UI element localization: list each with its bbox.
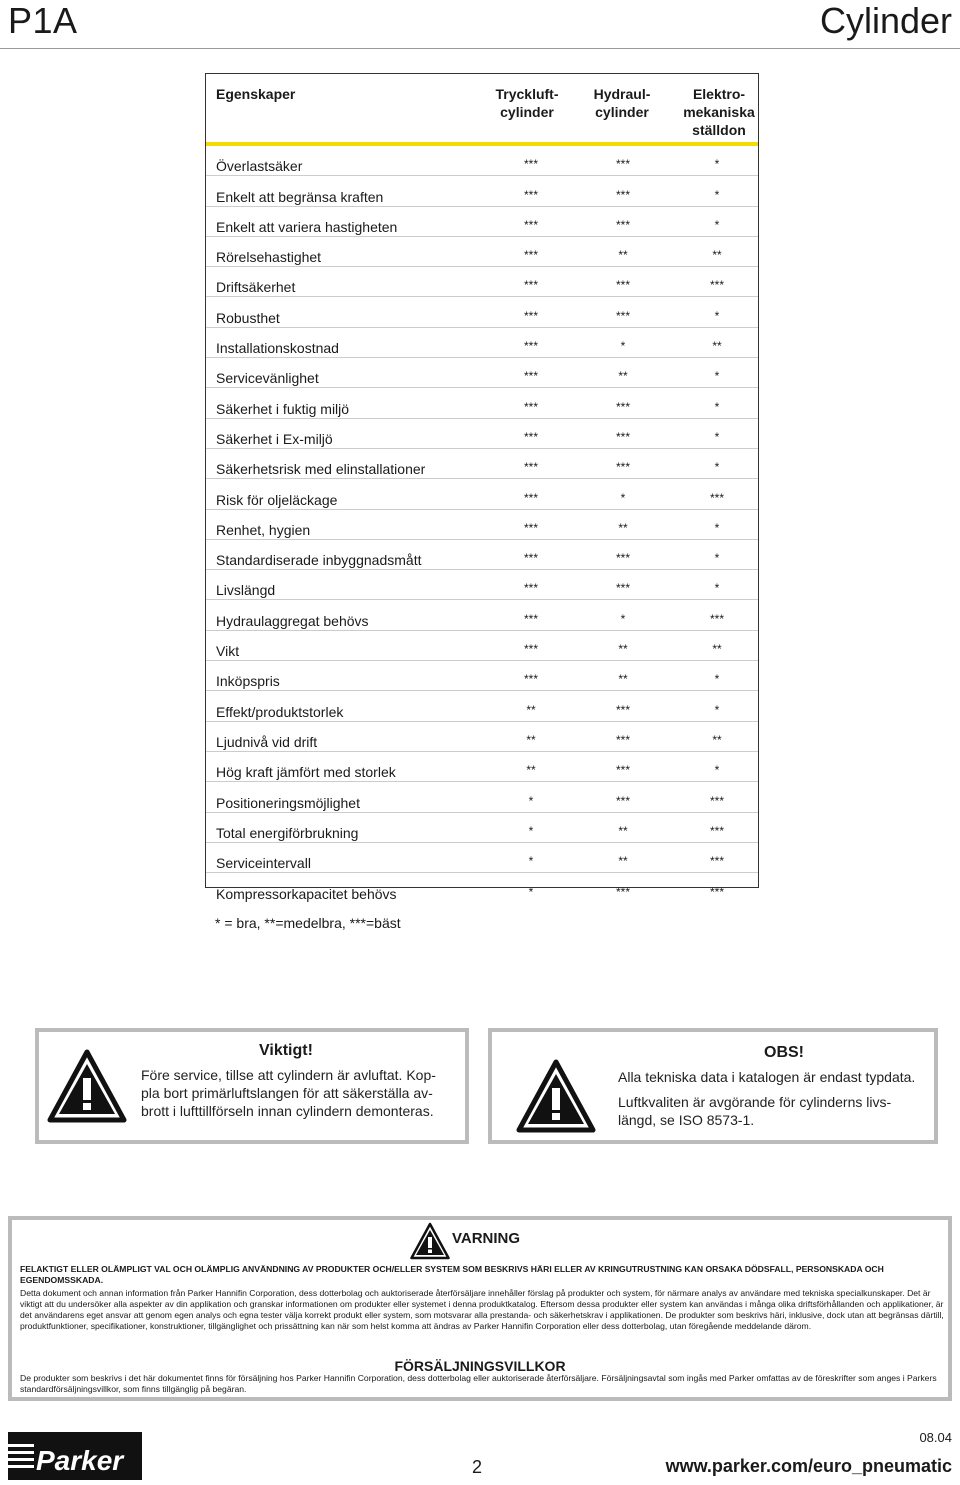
property-label: Enkelt att begränsa kraften <box>216 188 384 205</box>
header-hydraulic-cylinder: Hydraul- cylinder <box>593 86 651 120</box>
property-label: Säkerhet i Ex-miljö <box>216 430 333 447</box>
important-note-text: Före service, tillse att cylindern är avluftat. Kop- pla bort primärluftslangen för att säkerställa av- brott i lufttillförseln innan cylindern demonteras. <box>141 1067 436 1119</box>
table-row <box>206 358 758 388</box>
property-label: Rörelsehastighet <box>216 249 322 266</box>
comparison-table <box>205 73 759 903</box>
property-label: Risk för oljeläckage <box>216 491 338 508</box>
rating-electromechanical: * <box>714 217 720 232</box>
table-row <box>206 570 758 600</box>
rating-electromechanical: * <box>714 520 720 535</box>
rating-pneumatic: *** <box>523 187 538 202</box>
rating-hydraulic: *** <box>615 702 630 717</box>
sales-terms-text: De produkter som beskrivs i det här dokumentet finns för försäljning hos Parker Hannifin Corporation, dess dotterbolag eller auktoriserade återförsäljare. Försäljningsavtal som ingås med Parker omfattas av de föreskrifter som anges i Parkers standardförsäljningsvillkor, som finns tillgänglig på begäran. <box>20 1373 937 1394</box>
rating-electromechanical: ** <box>712 339 722 354</box>
property-label: Inköpspris <box>216 673 280 690</box>
rating-hydraulic: *** <box>615 217 630 232</box>
rating-pneumatic: *** <box>523 429 538 444</box>
rating-legend: * = bra, **=medelbra, ***=bäst <box>215 915 401 931</box>
rating-electromechanical: ** <box>712 642 722 657</box>
page-section-code: P1A <box>8 0 78 41</box>
obs-note <box>488 1028 938 1144</box>
property-label: Positioneringsmöjlighet <box>216 794 360 811</box>
rating-pneumatic: * <box>528 793 534 808</box>
rating-pneumatic: *** <box>523 339 538 354</box>
rating-pneumatic: *** <box>523 581 538 596</box>
property-label: Effekt/produktstorlek <box>216 703 344 720</box>
table-body <box>206 146 758 903</box>
rating-hydraulic: *** <box>615 187 630 202</box>
rating-hydraulic: ** <box>618 854 628 869</box>
property-label: Kompressorkapacitet behövs <box>216 886 397 903</box>
rating-hydraulic: ** <box>618 369 628 384</box>
table-row <box>206 510 758 540</box>
table-row <box>206 691 758 721</box>
rating-electromechanical: * <box>714 672 720 687</box>
table-row <box>206 661 758 691</box>
rating-electromechanical: * <box>714 581 720 596</box>
table-row <box>206 813 758 843</box>
rating-electromechanical: * <box>714 702 720 717</box>
rating-hydraulic: ** <box>618 823 628 838</box>
property-label: Ljudnivå vid drift <box>216 733 318 750</box>
rating-electromechanical: ** <box>712 248 722 263</box>
obs-note-title: OBS! <box>764 1044 804 1061</box>
table-row <box>206 722 758 752</box>
rating-pneumatic: ** <box>526 763 536 778</box>
rating-pneumatic: ** <box>526 732 536 747</box>
warning-icon <box>516 1058 596 1134</box>
table-row <box>206 146 758 176</box>
rating-pneumatic: *** <box>523 278 538 293</box>
rating-hydraulic: *** <box>615 885 630 900</box>
property-label: Standardiserade inbyggnadsmått <box>216 552 422 569</box>
rating-hydraulic: *** <box>615 581 630 596</box>
rating-pneumatic: ** <box>526 702 536 717</box>
rating-electromechanical: * <box>714 763 720 778</box>
rating-hydraulic: *** <box>615 732 630 747</box>
print-date: 08.04 <box>919 1430 952 1445</box>
rating-electromechanical: *** <box>709 793 724 808</box>
table-row <box>206 449 758 479</box>
rating-electromechanical: *** <box>709 885 724 900</box>
rating-electromechanical: * <box>714 460 720 475</box>
property-label: Renhet, hygien <box>216 521 311 538</box>
rating-hydraulic: *** <box>615 429 630 444</box>
property-label: Hög kraft jämfört med storlek <box>216 764 396 781</box>
important-note <box>35 1028 469 1144</box>
rating-pneumatic: *** <box>523 248 538 263</box>
rating-pneumatic: *** <box>523 672 538 687</box>
rating-pneumatic: *** <box>523 460 538 475</box>
property-label: Vikt <box>216 643 240 660</box>
warning-body-text: Detta dokument och annan information från Parker Hannifin Corporation, dess dotterbolag och auktoriserade återförsäljare innehåller förslag på produkter och system, för närmare analys av användare med tekniska specialkunskaper. Det är viktigt att du undersöker alla aspekter av din applikation och granskar informationen om produkter eller systemet i denna produktkatalog. Eftersom dessa produkter eller system kan användas i många olika driftsförhållanden och applikationer, är det användarens eget ansvar att genom egen analys och egna tester välja korrekt produkt eller system, som motsvarar alla prestanda- och säkerhetskrav i applikationen. De produkter som beskrivs häri, inklusive, dock utan att begränsas därtill, produktfunktioner, specifikationer, konstruktioner, tillgänglighet och prissättning kan när som helst komma att ändras av Parker Hannifin Corporation eller dess dotterbolag, utan föregående meddelande därom. <box>20 1288 944 1331</box>
property-label: Livslängd <box>216 582 276 599</box>
svg-text:Parker: Parker <box>36 1445 124 1476</box>
rating-hydraulic: *** <box>615 763 630 778</box>
header-electromechanical-actuator: Elektro- mekaniska ställdon <box>683 86 755 138</box>
rating-electromechanical: * <box>714 369 720 384</box>
property-label: Säkerhetsrisk med elinstallationer <box>216 461 426 478</box>
rating-hydraulic: *** <box>615 460 630 475</box>
table-row <box>206 419 758 449</box>
sales-terms-title: FÖRSÄLJNINGSVILLKOR <box>394 1358 566 1374</box>
rating-hydraulic: ** <box>618 520 628 535</box>
website-link[interactable]: www.parker.com/euro_pneumatic <box>665 1456 952 1476</box>
rating-electromechanical: * <box>714 399 720 414</box>
rating-electromechanical: *** <box>709 854 724 869</box>
property-label: Säkerhet i fuktig miljö <box>216 400 350 417</box>
rating-hydraulic: *** <box>615 157 630 172</box>
table-row <box>206 873 758 903</box>
property-label: Servicevänlighet <box>216 370 319 387</box>
page-number: 2 <box>472 1457 483 1477</box>
table-row <box>206 267 758 297</box>
warning-icon <box>47 1048 127 1124</box>
property-label: Installationskostnad <box>216 340 339 357</box>
table-row <box>206 176 758 206</box>
table-row <box>206 752 758 782</box>
table-row <box>206 479 758 509</box>
property-label: Hydraulaggregat behövs <box>216 612 369 629</box>
property-label: Serviceintervall <box>216 855 311 872</box>
rating-pneumatic: *** <box>523 642 538 657</box>
rating-pneumatic: *** <box>523 369 538 384</box>
rating-electromechanical: * <box>714 308 720 323</box>
header-rule <box>0 48 960 49</box>
header-pneumatic-cylinder: Tryckluft- cylinder <box>495 86 559 120</box>
rating-hydraulic: *** <box>615 793 630 808</box>
rating-electromechanical: *** <box>709 278 724 293</box>
property-label: Enkelt att variera hastigheten <box>216 218 398 235</box>
table-row <box>206 782 758 812</box>
rating-hydraulic: *** <box>615 399 630 414</box>
rating-hydraulic: ** <box>618 248 628 263</box>
rating-electromechanical: ** <box>712 732 722 747</box>
table-row <box>206 600 758 630</box>
rating-pneumatic: * <box>528 854 534 869</box>
rating-hydraulic: ** <box>618 672 628 687</box>
rating-pneumatic: *** <box>523 520 538 535</box>
rating-electromechanical: *** <box>709 490 724 505</box>
table-row <box>206 631 758 661</box>
rating-pneumatic: *** <box>523 551 538 566</box>
property-label: Överlastsäker <box>216 158 303 175</box>
rating-pneumatic: *** <box>523 308 538 323</box>
rating-hydraulic: *** <box>615 278 630 293</box>
rating-pneumatic: *** <box>523 490 538 505</box>
rating-pneumatic: *** <box>523 157 538 172</box>
rating-hydraulic: *** <box>615 551 630 566</box>
page-title: Cylinder <box>819 0 952 41</box>
rating-electromechanical: *** <box>709 823 724 838</box>
table-row <box>206 237 758 267</box>
property-label: Driftsäkerhet <box>216 279 296 296</box>
table-row <box>206 843 758 873</box>
rating-hydraulic: * <box>620 490 626 505</box>
table-row <box>206 297 758 327</box>
rating-electromechanical: * <box>714 187 720 202</box>
rating-electromechanical: * <box>714 157 720 172</box>
table-row <box>206 388 758 418</box>
table-row <box>206 207 758 237</box>
property-label: Total energiförbrukning <box>216 824 359 841</box>
parker-logo <box>8 1432 142 1480</box>
header-property: Egenskaper <box>216 86 296 102</box>
table-row <box>206 540 758 570</box>
rating-pneumatic: * <box>528 885 534 900</box>
rating-electromechanical: * <box>714 551 720 566</box>
property-label: Robusthet <box>216 309 280 326</box>
table-row <box>206 328 758 358</box>
rating-electromechanical: * <box>714 429 720 444</box>
warning-icon <box>410 1222 450 1260</box>
rating-electromechanical: *** <box>709 611 724 626</box>
rating-pneumatic: *** <box>523 217 538 232</box>
warning-title: VARNING <box>452 1230 521 1247</box>
warning-caps-text: FELAKTIGT ELLER OLÄMPLIGT VAL OCH OLÄMPLIG ANVÄNDNING AV PRODUKTER OCH/ELLER SYSTEM SOM BESKRIVS HÄRI ELLER AV KRINGUTRUSTNING KAN ORSAKA DÖDSFALL, PERSONSKADA OCH EGENDOMSSKADA. <box>20 1264 884 1285</box>
rating-hydraulic: ** <box>618 642 628 657</box>
rating-pneumatic: * <box>528 823 534 838</box>
important-note-title: Viktigt! <box>259 1042 313 1059</box>
rating-hydraulic: * <box>620 339 626 354</box>
rating-hydraulic: * <box>620 611 626 626</box>
rating-pneumatic: *** <box>523 399 538 414</box>
warning-box <box>8 1216 952 1401</box>
rating-hydraulic: *** <box>615 308 630 323</box>
obs-note-text: Alla tekniska data i katalogen är endast typdata. Luftkvaliten är avgörande för cylinderns livs- längd, se ISO 8573-1. <box>618 1069 916 1128</box>
rating-pneumatic: *** <box>523 611 538 626</box>
